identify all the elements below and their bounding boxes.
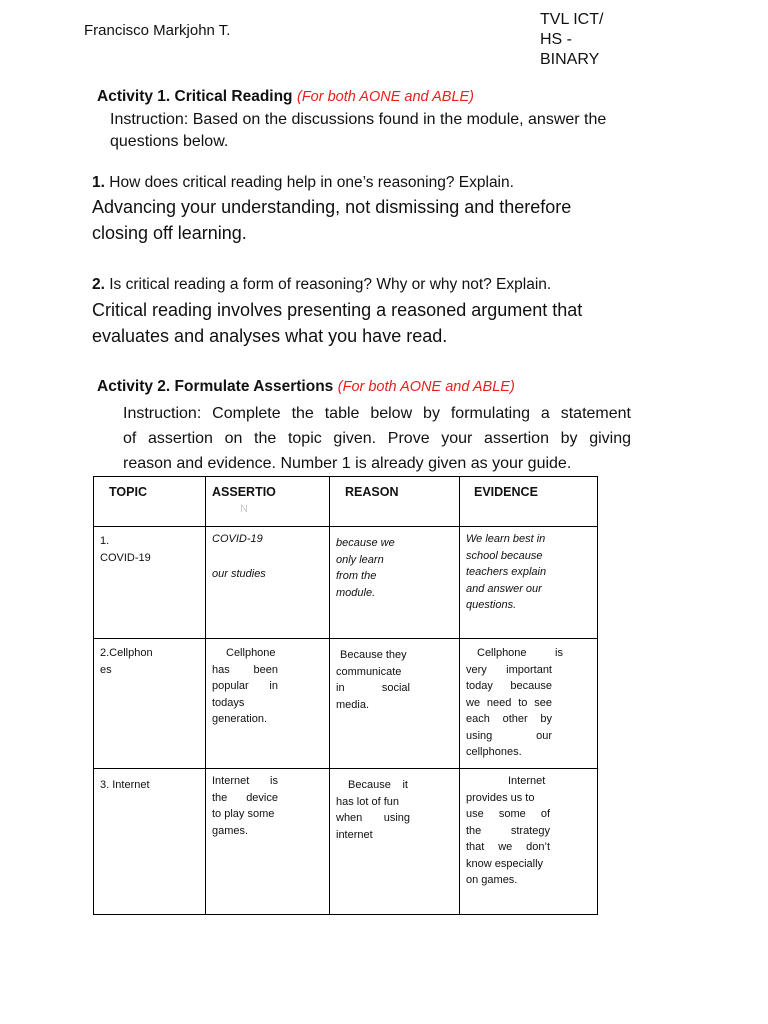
cell-evidence	[460, 639, 598, 769]
cell-line: today because	[466, 680, 552, 692]
cell-line: know especially	[466, 857, 544, 870]
cell-line: has been	[212, 663, 278, 676]
question-1	[92, 174, 514, 192]
section-label	[540, 10, 650, 70]
cell-reason	[330, 769, 460, 915]
section-line: BINARY	[540, 51, 600, 68]
answer-line: Advancing your understanding, not dismissing and therefore	[92, 197, 572, 217]
cell-assertion	[206, 639, 330, 769]
cell-line: using our	[466, 729, 552, 742]
cell-line: from the	[336, 570, 377, 582]
cell-line: communicate	[336, 665, 402, 678]
cell-line	[212, 548, 323, 566]
cell-line: because we	[336, 537, 395, 549]
cell-line: teachers explain	[466, 566, 547, 578]
cell-line: We learn best in	[466, 533, 546, 545]
cell-line: questions.	[466, 599, 517, 611]
instruction-line: Instruction: Complete the table below by formulating a statement	[123, 405, 631, 422]
table-row	[94, 639, 598, 769]
cell-line: has lot of fun	[336, 795, 399, 808]
activity2-instruction	[123, 401, 631, 476]
cell-line: es	[100, 663, 112, 676]
cell-line: very important	[466, 663, 552, 676]
cell-line: Internet is	[212, 775, 278, 787]
cell-line: Because they	[340, 649, 407, 661]
table-header-row	[94, 477, 598, 527]
activity2-note: (For both AONE and ABLE)	[337, 379, 515, 395]
question-2	[92, 276, 551, 294]
student-name: Francisco Markjohn T.	[84, 22, 231, 39]
activity1-heading	[97, 88, 474, 106]
cell-line: todays	[212, 696, 245, 709]
header-assertion-label: ASSERTIO	[212, 485, 276, 499]
header-assertion-overflow: N	[240, 502, 248, 515]
question-number: 2.	[92, 276, 105, 293]
table-row	[94, 769, 598, 915]
cell-line: cellphones.	[466, 746, 522, 758]
cell-line: 3. Internet	[100, 779, 150, 791]
answer-line: Critical reading involves presenting a reasoned argument that	[92, 300, 583, 320]
activity2-heading	[97, 378, 515, 396]
instruction-line: of assertion on the topic given. Prove your assertion by giving	[123, 430, 631, 447]
cell-line: and answer our	[466, 582, 542, 595]
activity1-note: (For both AONE and ABLE)	[296, 89, 475, 105]
cell-line: use some of	[466, 808, 550, 820]
assertion-table	[93, 476, 598, 915]
cell-assertion	[206, 769, 330, 915]
cell-line: generation.	[212, 713, 268, 725]
cell-line: that we don’t	[466, 841, 550, 853]
cell-line: media.	[336, 698, 370, 711]
cell-line: to play some	[212, 808, 275, 820]
activity1-instruction	[110, 109, 606, 153]
cell-line: the device	[212, 791, 278, 804]
cell-line: internet	[336, 828, 373, 841]
cell-line: 2.Cellphon	[100, 647, 153, 659]
cell-line: Internet	[508, 775, 546, 787]
cell-line: Cellphone is	[477, 647, 563, 659]
cell-line: when using	[336, 812, 410, 824]
cell-line: 1.	[100, 535, 110, 547]
cell-line: on games.	[466, 874, 518, 886]
cell-line: COVID-19	[212, 533, 263, 545]
activity2-title: Activity 2. Formulate Assertions	[97, 378, 334, 395]
cell-reason	[330, 639, 460, 769]
cell-evidence	[460, 769, 598, 915]
cell-line: each other by	[466, 713, 552, 725]
header-evidence: EVIDENCE	[460, 477, 598, 527]
answer-line: closing off learning.	[92, 223, 247, 243]
cell-line: module.	[336, 586, 376, 599]
answer-1	[92, 194, 571, 246]
answer-line: evaluates and analyses what you have read.	[92, 326, 448, 346]
question-number: 1.	[92, 174, 105, 191]
cell-topic	[94, 639, 206, 769]
cell-line: Because it	[348, 779, 408, 791]
instruction-line: questions below.	[110, 133, 229, 150]
cell-topic	[94, 527, 206, 639]
cell-line: COVID-19	[100, 551, 151, 564]
cell-line: in social	[336, 682, 410, 694]
instruction-line: reason and evidence. Number 1 is already given as your guide.	[123, 455, 572, 472]
cell-line: school because	[466, 549, 543, 562]
question-text: How does critical reading help in one’s reasoning? Explain.	[109, 174, 514, 191]
table-row	[94, 527, 598, 639]
cell-line: Cellphone	[226, 647, 276, 659]
instruction-line: Instruction: Based on the discussions found in the module, answer the	[110, 111, 607, 128]
cell-evidence	[460, 527, 598, 639]
cell-reason	[330, 527, 460, 639]
cell-line: our studies	[212, 567, 266, 580]
section-line: TVL ICT/	[540, 11, 604, 28]
question-text: Is critical reading a form of reasoning? Why or why not? Explain.	[109, 276, 552, 293]
cell-line: we need to see	[466, 696, 552, 709]
cell-line: popular in	[212, 680, 278, 692]
cell-assertion	[206, 527, 330, 639]
cell-line: the strategy	[466, 824, 550, 837]
cell-line: provides us to	[466, 791, 535, 804]
header-assertion	[206, 477, 330, 527]
cell-line: only learn	[336, 553, 384, 566]
header-topic: TOPIC	[94, 477, 206, 527]
header-reason: REASON	[330, 477, 460, 527]
cell-topic	[94, 769, 206, 915]
cell-line: games.	[212, 824, 249, 837]
answer-2	[92, 297, 582, 349]
section-line: HS -	[540, 31, 572, 48]
activity1-title: Activity 1. Critical Reading	[97, 88, 293, 105]
